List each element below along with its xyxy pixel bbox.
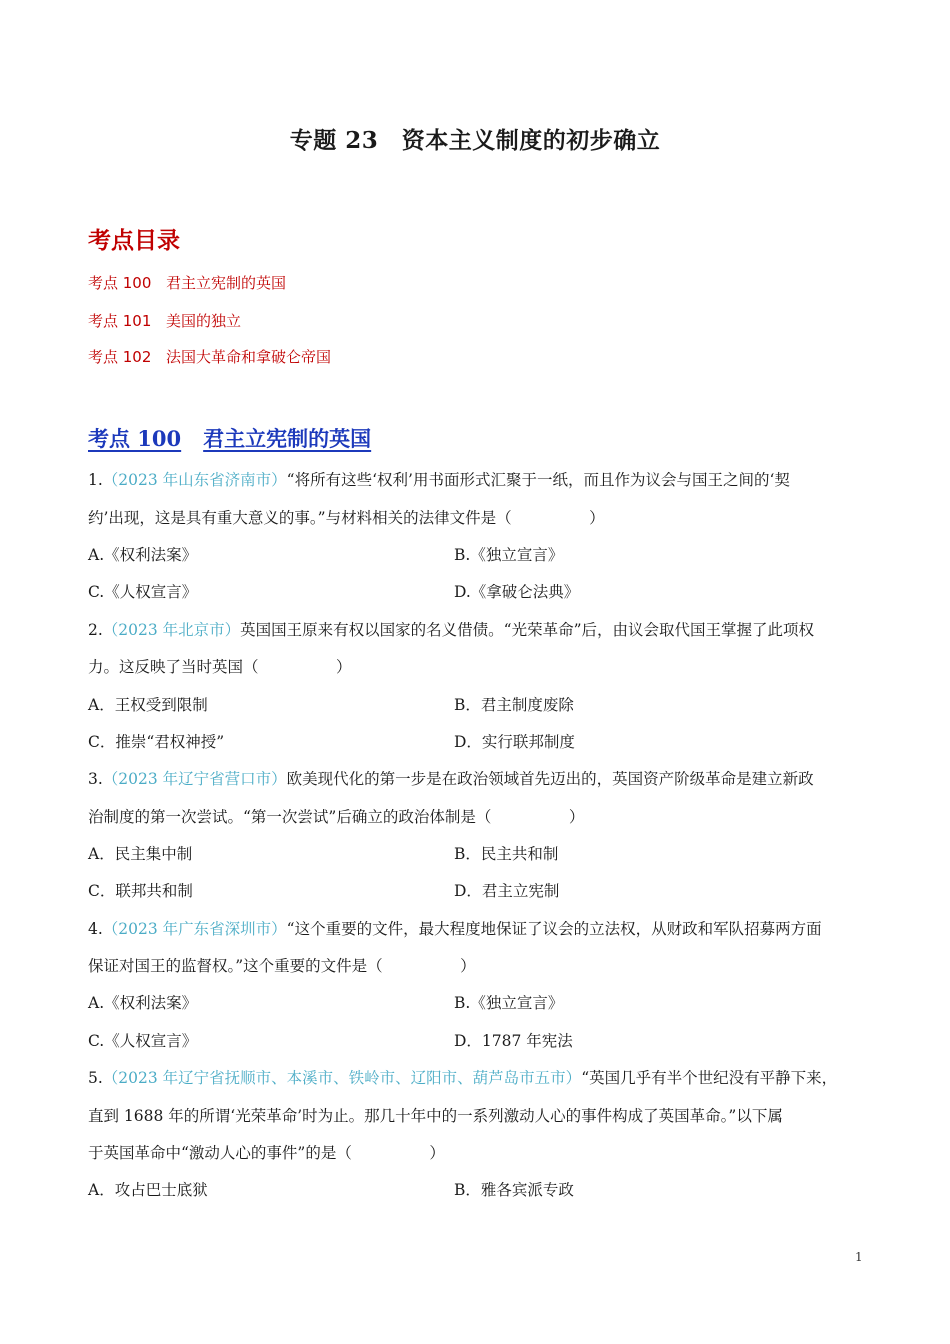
option-a: A.《权利法案》 bbox=[88, 994, 198, 1012]
question-text: “将所有这些‘权利’用书面形式汇聚于一纸，而且作为议会与国王之间的‘契 bbox=[286, 471, 790, 489]
option-c: C.《人权宣言》 bbox=[88, 583, 198, 601]
section-number: 考点 100 bbox=[88, 426, 182, 451]
option-d: D．实行联邦制度 bbox=[454, 733, 575, 751]
question-number: 5. bbox=[88, 1069, 103, 1087]
option-a: A．攻占巴士底狱 bbox=[88, 1181, 208, 1199]
question-4-line-1 bbox=[88, 919, 822, 939]
option-b: B．雅各宾派专政 bbox=[454, 1181, 574, 1199]
question-5-line-2: 直到 1688 年的所谓‘光荣革命’时为止。那几十年中的一系列激动人心的事件构成了英国革命。”以下属 bbox=[88, 1107, 783, 1125]
toc-item-number: 考点 102 bbox=[88, 348, 152, 366]
toc-item[interactable] bbox=[88, 346, 331, 367]
option-a: A．民主集中制 bbox=[88, 845, 193, 863]
question-number: 2. bbox=[88, 621, 103, 639]
option-c: C．推崇“君权神授” bbox=[88, 733, 225, 751]
page-number: 1 bbox=[855, 1250, 863, 1264]
toc-item[interactable] bbox=[88, 272, 286, 293]
option-a: A．王权受到限制 bbox=[88, 696, 208, 714]
option-b: B.《独立宣言》 bbox=[454, 546, 564, 564]
question-2-line-1 bbox=[88, 620, 814, 640]
question-number: 3. bbox=[88, 770, 103, 788]
option-d: D.《拿破仑法典》 bbox=[454, 583, 580, 601]
question-4-line-2: 保证对国王的监督权。”这个重要的文件是（ ） bbox=[88, 957, 476, 975]
question-5-line-3: 于英国革命中“激动人心的事件”的是（ ） bbox=[88, 1144, 445, 1162]
question-1-line-1 bbox=[88, 470, 790, 490]
page-title: 专题 23 资本主义制度的初步确立 bbox=[289, 127, 661, 154]
question-source: （2023 年北京市） bbox=[102, 621, 241, 639]
question-2-line-2: 力。这反映了当时英国（ ） bbox=[88, 658, 352, 676]
question-number: 1. bbox=[88, 471, 103, 489]
option-b: B.《独立宣言》 bbox=[454, 994, 564, 1012]
toc-item-label: 君主立宪制的英国 bbox=[166, 274, 287, 292]
question-text: 英国国王原来有权以国家的名义借债。“光荣革命”后，由议会取代国王掌握了此项权 bbox=[240, 621, 815, 639]
toc-item-label: 法国大革命和拿破仑帝国 bbox=[166, 348, 332, 366]
section-heading bbox=[88, 423, 371, 453]
option-a: A.《权利法案》 bbox=[88, 546, 198, 564]
option-b: B．民主共和制 bbox=[454, 845, 559, 863]
toc-item-label: 美国的独立 bbox=[166, 312, 242, 330]
question-text: 欧美现代化的第一步是在政治领域首先迈出的，英国资产阶级革命是建立新政 bbox=[286, 770, 814, 788]
option-b: B．君主制度废除 bbox=[454, 696, 574, 714]
question-source: （2023 年山东省济南市） bbox=[102, 471, 287, 489]
question-source: （2023 年辽宁省抚顺市、本溪市、铁岭市、辽阳市、葫芦岛市五市） bbox=[102, 1069, 582, 1087]
question-3-line-2: 治制度的第一次尝试。“第一次尝试”后确立的政治体制是（ ） bbox=[88, 808, 585, 826]
option-c: C.《人权宣言》 bbox=[88, 1032, 198, 1050]
section-label: 君主立宪制的英国 bbox=[203, 426, 372, 451]
option-d: D．1787 年宪法 bbox=[454, 1032, 573, 1050]
question-5-line-1 bbox=[88, 1068, 837, 1088]
question-text: “这个重要的文件，最大程度地保证了议会的立法权，从财政和军队招募两方面 bbox=[286, 920, 822, 938]
toc-heading: 考点目录 bbox=[88, 228, 180, 254]
question-1-line-2: 约’出现，这是具有重大意义的事。”与材料相关的法律文件是（ ） bbox=[88, 509, 605, 527]
option-d: D．君主立宪制 bbox=[454, 882, 560, 900]
toc-item[interactable] bbox=[88, 310, 241, 331]
toc-item-number: 考点 100 bbox=[88, 274, 152, 292]
question-source: （2023 年广东省深圳市） bbox=[102, 920, 287, 938]
toc-item-number: 考点 101 bbox=[88, 312, 152, 330]
question-text: “英国几乎有半个世纪没有平静下来， bbox=[581, 1069, 838, 1087]
option-c: C．联邦共和制 bbox=[88, 882, 193, 900]
question-source: （2023 年辽宁省营口市） bbox=[102, 770, 287, 788]
question-number: 4. bbox=[88, 920, 103, 938]
question-3-line-1 bbox=[88, 769, 814, 789]
